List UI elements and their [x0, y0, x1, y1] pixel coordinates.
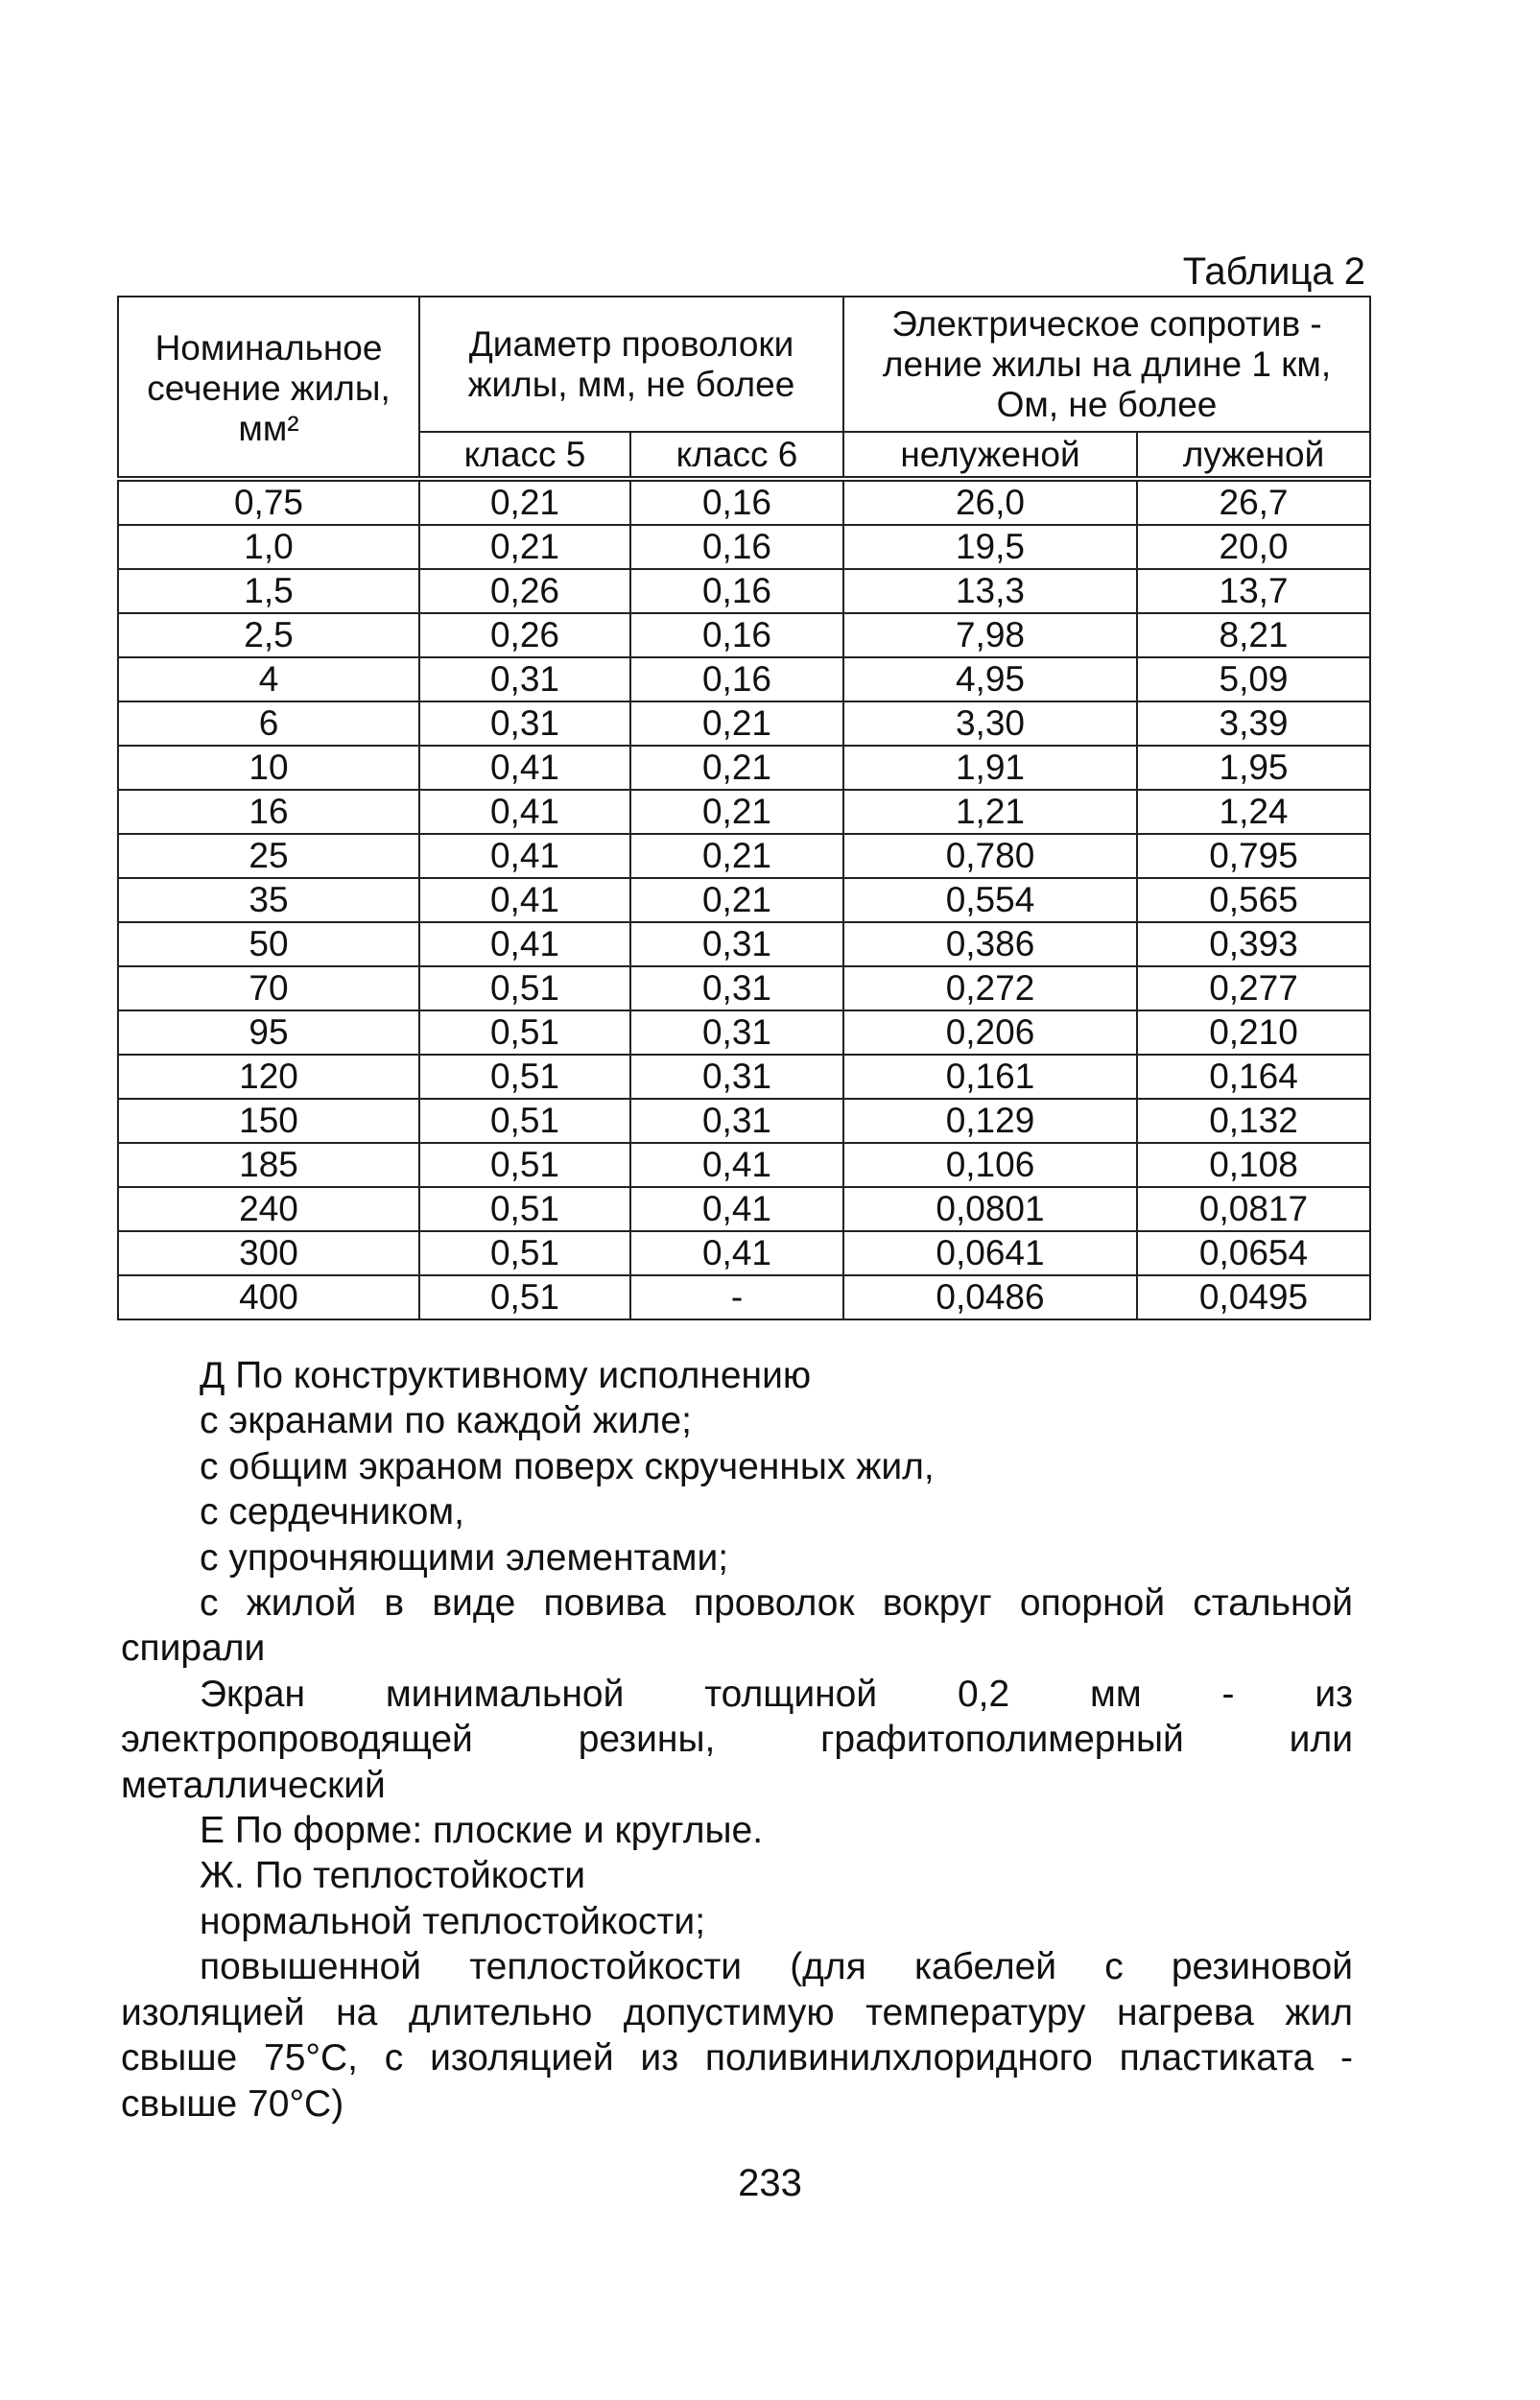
table-row	[118, 1099, 1370, 1143]
cell-class-5: 0,41	[419, 834, 630, 878]
list-item: с экранами по каждой жиле;	[200, 1400, 692, 1442]
table-row	[118, 1055, 1370, 1099]
cell-class-5: 0,41	[419, 790, 630, 834]
cell-tinned: 0,795	[1137, 834, 1370, 878]
zh-high-line-3: свыше 75°С, с изоляцией из поливинилхлоридного пластиката -	[121, 2037, 1353, 2079]
spiral-line-2: спирали	[121, 1628, 266, 1670]
screen-line-1: Экран минимальной толщиной 0,2 мм - из	[200, 1673, 1353, 1715]
cell-class-5: 0,31	[419, 701, 630, 746]
cell-section: 70	[118, 966, 419, 1010]
cell-class-5: 0,51	[419, 1275, 630, 1319]
cell-class-5: 0,51	[419, 1231, 630, 1275]
cell-tinned: 0,0654	[1137, 1231, 1370, 1275]
cell-section: 2,5	[118, 613, 419, 657]
cell-section: 50	[118, 922, 419, 966]
cell-class-6: 0,41	[630, 1143, 843, 1187]
cell-untinned: 0,272	[843, 966, 1137, 1010]
cell-class-5: 0,21	[419, 525, 630, 569]
header-nominal-section: Номинальное сечение жилы, мм²	[118, 297, 419, 479]
table-row	[118, 1143, 1370, 1187]
cell-class-5: 0,51	[419, 1055, 630, 1099]
cell-section: 240	[118, 1187, 419, 1231]
cell-untinned: 4,95	[843, 657, 1137, 701]
table-row	[118, 834, 1370, 878]
cell-tinned: 0,210	[1137, 1010, 1370, 1055]
cell-class-5: 0,51	[419, 1099, 630, 1143]
screen-line-3: металлический	[121, 1764, 386, 1806]
cell-tinned: 1,95	[1137, 746, 1370, 790]
cell-class-5: 0,26	[419, 613, 630, 657]
table-row	[118, 701, 1370, 746]
cell-untinned: 0,386	[843, 922, 1137, 966]
cell-section: 1,0	[118, 525, 419, 569]
cell-class-6: 0,16	[630, 479, 843, 525]
cell-class-5: 0,51	[419, 1187, 630, 1231]
cell-untinned: 0,161	[843, 1055, 1137, 1099]
cell-section: 120	[118, 1055, 419, 1099]
cell-tinned: 26,7	[1137, 479, 1370, 525]
cell-untinned: 26,0	[843, 479, 1137, 525]
table-row	[118, 746, 1370, 790]
cell-class-5: 0,41	[419, 878, 630, 922]
cell-untinned: 0,0801	[843, 1187, 1137, 1231]
header-wire-diameter: Диаметр проволоки жилы, мм, не более	[419, 297, 843, 432]
table-row	[118, 966, 1370, 1010]
cell-class-6: 0,31	[630, 1055, 843, 1099]
cell-class-6: 0,21	[630, 790, 843, 834]
cell-tinned: 0,108	[1137, 1143, 1370, 1187]
cell-untinned: 3,30	[843, 701, 1137, 746]
cell-class-5: 0,51	[419, 966, 630, 1010]
cell-class-6: 0,31	[630, 966, 843, 1010]
page-number: 233	[738, 2162, 802, 2204]
spiral-line-1: с жилой в виде повива проволок вокруг опорной стальной	[200, 1582, 1353, 1625]
table-row	[118, 790, 1370, 834]
cell-section: 300	[118, 1231, 419, 1275]
cell-class-5: 0,31	[419, 657, 630, 701]
header-class-6: класс 6	[630, 432, 843, 479]
list-item: с общим экраном поверх скрученных жил,	[200, 1445, 935, 1487]
cell-class-5: 0,51	[419, 1143, 630, 1187]
cell-untinned: 1,91	[843, 746, 1137, 790]
cell-class-6: 0,41	[630, 1187, 843, 1231]
cell-class-5: 0,41	[419, 746, 630, 790]
cell-section: 35	[118, 878, 419, 922]
cell-tinned: 8,21	[1137, 613, 1370, 657]
zh-high-line-1: повышенной теплостойкости (для кабелей с резиновой	[200, 1946, 1353, 1988]
cell-tinned: 0,565	[1137, 878, 1370, 922]
cell-class-6: 0,21	[630, 878, 843, 922]
table-row	[118, 525, 1370, 569]
cell-untinned: 19,5	[843, 525, 1137, 569]
cell-tinned: 13,7	[1137, 569, 1370, 613]
cell-tinned: 20,0	[1137, 525, 1370, 569]
cell-tinned: 0,0495	[1137, 1275, 1370, 1319]
cell-section: 185	[118, 1143, 419, 1187]
spec-table	[117, 296, 1371, 1320]
section-d-heading: Д По конструктивному исполнению	[200, 1355, 812, 1396]
cell-section: 10	[118, 746, 419, 790]
header-untinned: нелуженой	[843, 432, 1137, 479]
cell-section: 4	[118, 657, 419, 701]
cell-class-6: 0,31	[630, 922, 843, 966]
cell-class-6: 0,21	[630, 746, 843, 790]
screen-line-2: электропроводящей резины, графитополимерный или	[121, 1719, 1353, 1761]
cell-tinned: 1,24	[1137, 790, 1370, 834]
cell-class-6: -	[630, 1275, 843, 1319]
cell-class-6: 0,21	[630, 701, 843, 746]
cell-untinned: 13,3	[843, 569, 1137, 613]
cell-untinned: 1,21	[843, 790, 1137, 834]
cell-class-6: 0,16	[630, 569, 843, 613]
cell-section: 6	[118, 701, 419, 746]
cell-class-6: 0,16	[630, 525, 843, 569]
zh-normal: нормальной теплостойкости;	[200, 1900, 706, 1942]
cell-untinned: 0,0486	[843, 1275, 1137, 1319]
cell-section: 16	[118, 790, 419, 834]
section-zh-heading: Ж. По теплостойкости	[200, 1855, 586, 1897]
cell-section: 1,5	[118, 569, 419, 613]
cell-class-6: 0,31	[630, 1010, 843, 1055]
table-caption: Таблица 2	[1182, 250, 1365, 293]
cell-untinned: 7,98	[843, 613, 1137, 657]
list-item: с сердечником,	[200, 1491, 464, 1533]
header-tinned: луженой	[1137, 432, 1370, 479]
cell-untinned: 0,106	[843, 1143, 1137, 1187]
cell-untinned: 0,0641	[843, 1231, 1137, 1275]
body-text	[121, 1353, 1353, 2127]
cell-untinned: 0,129	[843, 1099, 1137, 1143]
cell-class-6: 0,31	[630, 1099, 843, 1143]
cell-tinned: 0,132	[1137, 1099, 1370, 1143]
table-row	[118, 1187, 1370, 1231]
cell-class-6: 0,21	[630, 834, 843, 878]
section-e-line: Е По форме: плоские и круглые.	[200, 1810, 764, 1852]
cell-class-6: 0,41	[630, 1231, 843, 1275]
table-row	[118, 569, 1370, 613]
cell-class-5: 0,26	[419, 569, 630, 613]
table-row	[118, 613, 1370, 657]
cell-untinned: 0,206	[843, 1010, 1137, 1055]
table-row	[118, 1010, 1370, 1055]
zh-high-line-4: свыше 70°С)	[121, 2082, 344, 2125]
cell-section: 400	[118, 1275, 419, 1319]
cell-class-5: 0,41	[419, 922, 630, 966]
zh-high-line-2: изоляцией на длительно допустимую температуру нагрева жил	[121, 1991, 1353, 2033]
cell-tinned: 3,39	[1137, 701, 1370, 746]
cell-tinned: 0,164	[1137, 1055, 1370, 1099]
cell-class-6: 0,16	[630, 657, 843, 701]
table-row	[118, 922, 1370, 966]
cell-section: 0,75	[118, 479, 419, 525]
cell-class-6: 0,16	[630, 613, 843, 657]
table-row	[118, 1275, 1370, 1319]
cell-class-5: 0,21	[419, 479, 630, 525]
cell-section: 150	[118, 1099, 419, 1143]
cell-tinned: 5,09	[1137, 657, 1370, 701]
cell-class-5: 0,51	[419, 1010, 630, 1055]
cell-untinned: 0,780	[843, 834, 1137, 878]
list-item: с упрочняющими элементами;	[200, 1536, 729, 1579]
table-row	[118, 479, 1370, 525]
cell-section: 25	[118, 834, 419, 878]
cell-tinned: 0,393	[1137, 922, 1370, 966]
table-row	[118, 878, 1370, 922]
cell-tinned: 0,277	[1137, 966, 1370, 1010]
table-row	[118, 657, 1370, 701]
header-class-5: класс 5	[419, 432, 630, 479]
table-body	[118, 479, 1370, 1319]
cell-tinned: 0,0817	[1137, 1187, 1370, 1231]
table-row	[118, 1231, 1370, 1275]
cell-section: 95	[118, 1010, 419, 1055]
header-electrical-resistance: Электрическое сопротив - ление жилы на длине 1 км, Ом, не более	[843, 297, 1370, 432]
cell-untinned: 0,554	[843, 878, 1137, 922]
